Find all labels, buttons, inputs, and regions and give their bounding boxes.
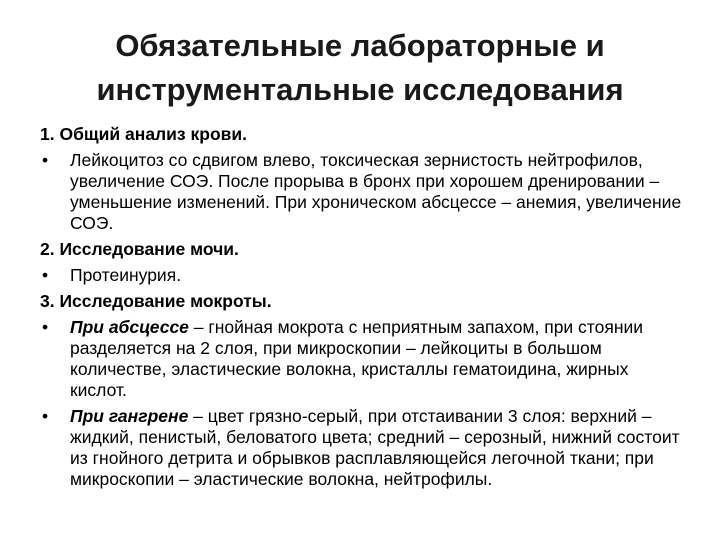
bullet-dot: • (42, 150, 49, 170)
bullet-text: – цвет грязно-серый, при отстаивании 3 слоя: верхний – жидкий, пенистый, беловатого цвета; средний – серозный, нижний состоит из гнойного детрита и обрывков расплавляющейся легочной ткани; при микроскопии – эластические волокна, нейтрофилы. (70, 406, 680, 489)
bullet-term-gangrene: При гангрене (70, 406, 189, 426)
slide-title (20, 24, 700, 112)
bullet-item (40, 317, 690, 401)
title-line-2: инструментальные исследования (96, 72, 624, 107)
bullet-text: Протеинурия. (70, 265, 182, 285)
section-heading-blood: 1. Общий анализ крови. (40, 124, 248, 144)
bullet-item (40, 150, 690, 234)
bullet-item (40, 265, 690, 286)
section-heading-urine: 2. Исследование мочи. (40, 239, 239, 259)
section-heading-sputum: 3. Исследование мокроты. (40, 291, 272, 311)
content-body (40, 124, 690, 495)
bullet-dot: • (42, 317, 49, 337)
bullet-dot: • (42, 406, 49, 426)
bullet-dot: • (42, 265, 49, 285)
bullet-text: – гнойная мокрота с неприятным запахом, при стоянии разделяется на 2 слоя, при микроскопии – лейкоциты в большом количестве, эластические волокна, кристаллы гематоидина, жирных кислот. (70, 317, 644, 400)
bullet-term-abscess: При абсцессе (70, 317, 189, 337)
bullet-item (40, 406, 690, 490)
title-line-1: Обязательные лабораторные и (115, 28, 605, 63)
bullet-text: Лейкоцитоз со сдвигом влево, токсическая зернистость нейтрофилов, увеличение СОЭ. После прорыва в бронх при хорошем дренировании – уменьшение изменений. При хроническом абсцессе – анемия, увеличение СОЭ. (70, 150, 682, 233)
